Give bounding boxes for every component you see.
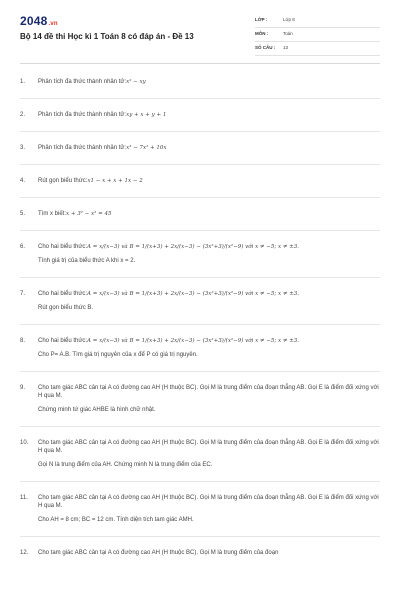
question-subtask: Gọi N là trung điểm của AH. Chứng minh N là trung điểm của EC. bbox=[38, 462, 213, 468]
question-item bbox=[20, 144, 380, 165]
question-text-line bbox=[38, 144, 380, 152]
question-subtask: Cho P= A.B. Tìm giá trị nguyên của x để P có giá trị nguyên. bbox=[38, 352, 198, 358]
question-text-line bbox=[38, 111, 380, 119]
question-item bbox=[20, 337, 380, 372]
question-item bbox=[20, 243, 380, 278]
question-text-line bbox=[38, 177, 380, 185]
question-subtask: Rút gọn biểu thức B. bbox=[38, 305, 94, 311]
question-text: Cho hai biểu thức: bbox=[38, 291, 88, 297]
question-number: 8. bbox=[20, 338, 26, 344]
question-number: 10. bbox=[20, 440, 29, 446]
question-text-line bbox=[38, 243, 380, 251]
meta-value: Toán bbox=[283, 31, 293, 36]
question-number: 9. bbox=[20, 385, 26, 391]
question-math: x³ − 7x² + 10x bbox=[126, 145, 167, 151]
question-text-line bbox=[38, 78, 380, 86]
question-body bbox=[38, 78, 380, 86]
question-text: Rút gọn biểu thức: bbox=[38, 178, 88, 184]
question-text: Cho tam giác ABC cân tại A có đường cao AH (H thuộc BC). Gọi M là trung điểm của đoạn bbox=[38, 550, 279, 556]
question-item bbox=[20, 549, 380, 567]
question-number: 12. bbox=[20, 550, 29, 556]
question-number: 11. bbox=[20, 495, 28, 501]
question-number: 6. bbox=[20, 244, 26, 250]
question-body bbox=[38, 337, 380, 359]
meta-label: MÔN : bbox=[255, 31, 269, 36]
header-divider bbox=[20, 63, 380, 64]
question-number: 3. bbox=[20, 145, 26, 151]
question-number: 4. bbox=[20, 178, 26, 184]
meta-value: 13 bbox=[283, 45, 289, 50]
logo-suffix: .vn bbox=[48, 21, 58, 27]
question-number: 5. bbox=[20, 211, 26, 217]
question-text-line bbox=[38, 210, 380, 218]
question-subtask: Chứng minh tứ giác AHBE là hình chữ nhật. bbox=[38, 407, 156, 413]
question-body bbox=[38, 290, 380, 312]
meta-row-class bbox=[255, 16, 380, 28]
question-text: Phân tích đa thức thành nhân tử: bbox=[38, 79, 127, 85]
question-item bbox=[20, 210, 380, 231]
question-item bbox=[20, 290, 380, 325]
question-text-line bbox=[38, 384, 380, 400]
meta-label: LỚP : bbox=[255, 17, 268, 22]
logo-text: 2048 bbox=[20, 14, 48, 28]
question-text: Cho hai biểu thức: bbox=[38, 244, 88, 250]
question-math: x1 − x + x + 1x − 2 bbox=[87, 178, 143, 184]
question-text-line bbox=[38, 290, 380, 298]
question-math: A = x/(x−3) và B = 1/(x+3) + 2x/(x−3) − (3x²+3)/(x²−9) với x ≠ −5; x ≠ ±3. bbox=[87, 244, 300, 250]
site-logo[interactable] bbox=[20, 14, 58, 28]
question-item bbox=[20, 111, 380, 132]
question-number: 7. bbox=[20, 291, 26, 297]
question-number: 1. bbox=[20, 79, 26, 85]
question-text-line bbox=[38, 549, 380, 557]
question-math: x + 3² − x² = 45 bbox=[66, 211, 112, 217]
question-text: Cho tam giác ABC cân tại A có đường cao AH (H thuộc BC). Gọi M là trung điểm của đoạn thẳng AB. Gọi E là điểm đối xứng với H qua M. bbox=[38, 440, 379, 454]
page-header bbox=[0, 0, 400, 62]
question-body bbox=[38, 439, 380, 469]
question-math: xy + x + y + 1 bbox=[126, 112, 167, 118]
question-text-line bbox=[38, 337, 380, 345]
meta-value: Lớp 8 bbox=[283, 17, 295, 22]
question-body bbox=[38, 144, 380, 152]
question-body bbox=[38, 111, 380, 119]
meta-label: SỐ CÂU : bbox=[255, 45, 276, 50]
question-text-line bbox=[38, 439, 380, 455]
document-title: Bộ 14 đề thi Học kì 1 Toán 8 có đáp án - Đề 13 bbox=[20, 32, 194, 41]
question-number: 2. bbox=[20, 112, 26, 118]
question-subtask: Tính giá trị của biểu thức A khi x = 2. bbox=[38, 258, 136, 264]
question-math: A = x/(x−3) và B = 1/(x+3) + 2x/(x−3) − (3x²+3)/(x²−9) với x ≠ −5; x ≠ ±3. bbox=[87, 291, 300, 297]
question-body bbox=[38, 177, 380, 185]
meta-row-subject bbox=[255, 30, 380, 42]
question-body bbox=[38, 384, 380, 414]
question-subtask: Cho AH = 8 cm; BC = 12 cm. Tính diện tích tam giác AMH. bbox=[38, 517, 194, 523]
question-text: Cho tam giác ABC cân tại A có đường cao AH (H thuộc BC). Gọi M là trung điểm của đoạn thẳng AB. Gọi E là điểm đối xứng với H qua M. bbox=[38, 495, 379, 509]
question-text: Cho tam giác ABC cân tại A có đường cao AH (H thuộc BC). Gọi M là trung điểm của đoạn thẳng AB. Gọi E là điểm đối xứng với H qua M. bbox=[38, 385, 379, 399]
document-meta bbox=[255, 16, 380, 58]
question-text: Phân tích đa thức thành nhân tử: bbox=[38, 112, 127, 118]
meta-row-count bbox=[255, 44, 380, 56]
question-body bbox=[38, 494, 380, 524]
question-body bbox=[38, 549, 380, 557]
question-item bbox=[20, 177, 380, 198]
question-item bbox=[20, 78, 380, 99]
question-math: A = x/(x−3) và B = 1/(x+3) + 2x/(x−3) − (3x²+3)/(x²−9) với x ≠ −5; x ≠ ±3. bbox=[87, 338, 300, 344]
question-body bbox=[38, 210, 380, 218]
question-list bbox=[0, 78, 400, 579]
question-text: Phân tích đa thức thành nhân tử: bbox=[38, 145, 127, 151]
question-item bbox=[20, 494, 380, 537]
question-body bbox=[38, 243, 380, 265]
question-item bbox=[20, 439, 380, 482]
question-text: Cho hai biểu thức: bbox=[38, 338, 88, 344]
question-text: Tìm x biết: bbox=[38, 211, 67, 217]
question-math: x² − xy bbox=[126, 79, 146, 85]
question-text-line bbox=[38, 494, 380, 510]
question-item bbox=[20, 384, 380, 427]
